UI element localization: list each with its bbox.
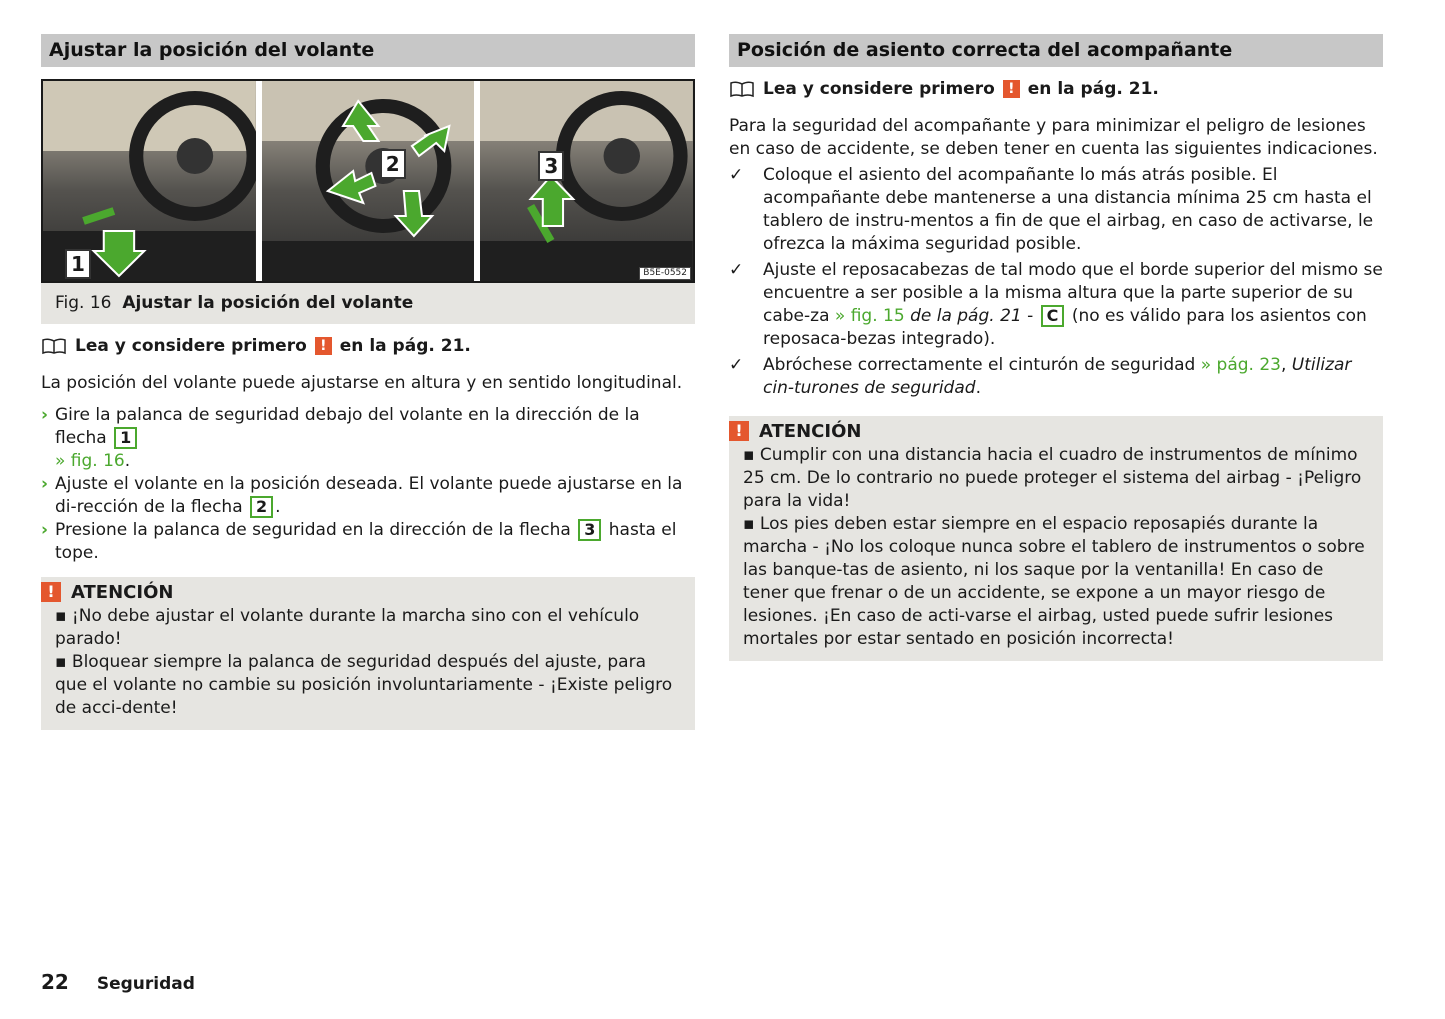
check-text: Abróchese correctamente el cinturón de seguridad <box>763 355 1196 375</box>
chapter-ref: Utilizar cin-turones de seguridad <box>763 355 1352 398</box>
ref-line-right <box>729 79 1383 99</box>
comma: , <box>1280 355 1287 375</box>
step-item <box>41 473 695 519</box>
checkmark-icon: ✓ <box>729 355 744 375</box>
arrow-ref-2: 2 <box>250 496 273 518</box>
warning-title-text: ATENCIÓN <box>759 420 862 442</box>
figure-link[interactable]: » fig. 15 <box>834 306 905 326</box>
warning-line: ▪ Bloquear siempre la palanca de seguridad después del ajuste, para que el volante no cambie su posición involuntariamente - ¡Existe peligro de acci-dente! <box>55 652 673 718</box>
warning-icon: ! <box>1003 80 1020 98</box>
dash: - <box>1027 306 1034 326</box>
arrow-ref-1: 1 <box>114 427 137 449</box>
check-item <box>729 259 1383 351</box>
figure-caption-title: Ajustar la posición del volante <box>122 293 414 313</box>
ref-line-left <box>41 336 695 356</box>
page-link[interactable]: » pág. 23 <box>1200 355 1281 375</box>
figure-label-3: 3 <box>538 151 564 181</box>
warning-box-left <box>41 577 695 730</box>
ref-pre: Lea y considere primero <box>763 79 995 99</box>
check-text: Ajuste el reposacabezas de tal modo que el borde superior del mismo se encuentre a ser posible a la misma altura que la parte superior de su cabe-za <box>763 260 1383 326</box>
warning-icon: ! <box>41 582 61 602</box>
page-footer <box>41 970 195 994</box>
figure-label-2: 2 <box>380 149 406 179</box>
ref-link[interactable]: en la pág. 21. <box>1027 79 1159 99</box>
warning-line: ▪ Los pies deben estar siempre en el espacio reposapiés durante la marcha - ¡No los coloque nunca sobre el tablero de instrumentos o sobre las banque-tas de asiento, ni los saque por la ventanilla! En caso de tener que frenar o de un accidente, se expone a un mayor riesgo de lesiones. ¡En caso de acti-varse el airbag, usted puede sufrir lesiones mortales por estar sentado en posición incorrecta! <box>743 514 1365 649</box>
warning-line: ▪ ¡No debe ajustar el volante durante la marcha sino con el vehículo parado! <box>55 606 640 649</box>
warning-box-right <box>729 416 1383 661</box>
chevron-right-icon: › <box>41 474 49 494</box>
figure-link[interactable]: » fig. 16 <box>55 451 125 471</box>
book-icon <box>41 337 67 355</box>
section-heading-seat: Posición de asiento correcta del acompañante <box>729 34 1383 67</box>
step-list <box>41 404 695 565</box>
check-list <box>729 164 1383 400</box>
book-icon <box>729 80 755 98</box>
footer-section: Seguridad <box>96 974 195 994</box>
figure-ref-c: C <box>1041 305 1065 327</box>
figure-code: B5E-0552 <box>639 267 691 280</box>
figure-panel-2 <box>262 81 475 281</box>
intro-text: Para la seguridad del acompañante y para minimizar el peligro de lesiones en caso de accidente, se deben tener en cuenta las siguientes indicaciones. <box>729 116 1378 159</box>
left-column <box>41 34 695 730</box>
warning-icon: ! <box>315 337 332 355</box>
figure-panel-3 <box>480 81 693 281</box>
figure-steering-adjust <box>41 79 695 283</box>
step-text: Gire la palanca de seguridad debajo del volante en la dirección de la flecha <box>55 405 640 448</box>
right-column <box>729 34 1383 661</box>
figure-panel-1 <box>43 81 256 281</box>
check-text-end: (no es válido para los asientos con reposaca-bezas integrado). <box>763 306 1367 349</box>
check-item <box>729 164 1383 256</box>
step-text: Presione la palanca de seguridad en la dirección de la flecha <box>55 520 571 540</box>
step-item <box>41 404 695 473</box>
warning-line: ▪ Cumplir con una distancia hacia el cuadro de instrumentos de mínimo 25 cm. De lo contrario no puede proteger el sistema del airbag - ¡Peligro para la vida! <box>743 445 1362 511</box>
step-item <box>41 519 695 565</box>
step-text-end: hasta el tope. <box>55 520 677 563</box>
intro-text: La posición del volante puede ajustarse en altura y en sentido longitudinal. <box>41 373 683 393</box>
checkmark-icon: ✓ <box>729 165 744 185</box>
figure-caption-prefix: Fig. 16 <box>55 293 112 313</box>
ref-link[interactable]: en la pág. 21. <box>339 336 471 356</box>
figure-caption <box>41 283 695 324</box>
arrow-ref-3: 3 <box>578 519 601 541</box>
page-ref: de la pág. 21 <box>910 306 1022 326</box>
warning-title-text: ATENCIÓN <box>71 581 174 603</box>
check-text: Coloque el asiento del acompañante lo más atrás posible. El acompañante debe mantenerse a una distancia mínima 25 cm hasta el tablero de instru-mentos a fin de que el airbag, en caso de activarse, le ofrezca la máxima seguridad posible. <box>763 165 1374 254</box>
chevron-right-icon: › <box>41 520 49 540</box>
check-text-end: . <box>975 378 981 398</box>
checkmark-icon: ✓ <box>729 260 744 280</box>
figure-label-1: 1 <box>65 249 91 279</box>
warning-title <box>729 416 1369 444</box>
section-heading-steering: Ajustar la posición del volante <box>41 34 695 67</box>
warning-icon: ! <box>729 421 749 441</box>
step-punct: . <box>275 497 281 517</box>
page-number: 22 <box>41 970 69 994</box>
step-text: Ajuste el volante en la posición deseada. El volante puede ajustarse en la di-rección de la flecha <box>55 474 683 517</box>
step-punct: . <box>124 451 131 471</box>
warning-title <box>41 577 681 605</box>
ref-pre: Lea y considere primero <box>75 336 307 356</box>
chevron-right-icon: › <box>41 405 49 425</box>
check-item <box>729 354 1383 400</box>
